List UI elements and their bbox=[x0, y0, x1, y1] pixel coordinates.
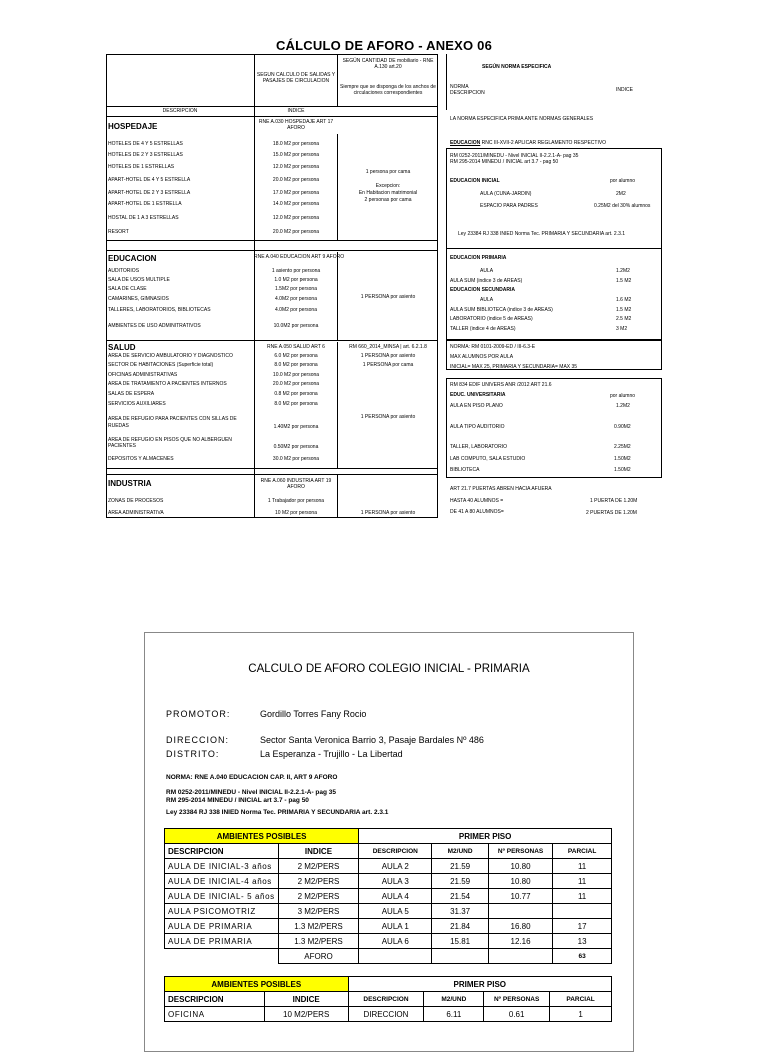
secundaria-aula: AULA bbox=[480, 297, 494, 303]
ambientes-header: AMBIENTES POSIBLES bbox=[165, 829, 359, 844]
salud-row: AREA DE SERVICIO AMBULATORIO Y DIAGNOSTICO bbox=[108, 353, 233, 359]
table-cell: 0.61 bbox=[484, 1007, 550, 1022]
educacion-right-rne: RNC III-XVII-2 APLICAR REGLAMENTO RESPECTIVO bbox=[481, 140, 607, 146]
secundaria-lab: LABORATORIO (indice 5 de AREAS) bbox=[450, 316, 533, 322]
column-header: PARCIAL bbox=[553, 844, 612, 859]
hospedaje-norma: RNE A.030 HOSPEDAJE ART 17 AFORO bbox=[258, 119, 334, 131]
table-cell: 15.81 bbox=[432, 934, 489, 949]
hospedaje-row: APART-HOTEL DE 1 ESTRELLA bbox=[108, 201, 182, 207]
table-cell bbox=[553, 904, 612, 919]
colegio-title: CALCULO DE AFORO COLEGIO INICIAL - PRIMARIA bbox=[248, 663, 530, 675]
salud-title: SALUD bbox=[108, 343, 136, 352]
educacion-row: SALA DE CLASE bbox=[108, 286, 147, 292]
salud-row-index: 10.0 M2 por persona bbox=[272, 372, 320, 378]
hospedaje-row: HOTELES DE 4 Y 5 ESTRELLAS bbox=[108, 141, 183, 147]
column-header: INDICE bbox=[264, 992, 348, 1007]
table-cell: 1 bbox=[550, 1007, 612, 1022]
hospedaje-row-index: 20.0 M2 por persona bbox=[272, 177, 320, 183]
table-cell: DIRECCION bbox=[348, 1007, 424, 1022]
primaria-aula-sum: AULA SUM (indice 3 de AREAS) bbox=[450, 278, 523, 284]
salud-row-index: 8.0 M2 por persona bbox=[274, 401, 318, 407]
educacion-aula: AULA (CUNA-JARDIN) bbox=[480, 191, 532, 197]
secundaria-taller-value: 3 M2 bbox=[616, 326, 628, 332]
hospedaje-excepcion3: 2 personas por cama bbox=[364, 197, 412, 203]
salud-row-note: 1 PERSONA por asiento bbox=[360, 353, 416, 359]
promotor-label: PROMOTOR: bbox=[166, 709, 231, 719]
table-cell: 10.80 bbox=[488, 874, 552, 889]
aforo-label: AFORO bbox=[278, 949, 359, 964]
table-cell: OFICINA bbox=[165, 1007, 265, 1022]
column-header: INDICE bbox=[278, 844, 359, 859]
table-cell: AULA 1 bbox=[359, 919, 432, 934]
header-salidas: SEGUN CALCULO DE SALIDAS Y PASAJES DE CIRCULACION bbox=[256, 72, 336, 84]
hospedaje-row-index: 12.0 M2 por persona bbox=[272, 164, 320, 170]
educacion-espacio: ESPACIO PARA PADRES bbox=[480, 203, 538, 209]
secundaria-lab-value: 2.5 M2 bbox=[616, 316, 632, 322]
secundaria-aula-sum-bib-value: 1.5 M2 bbox=[616, 307, 632, 313]
universidad-por-alumno: por alumno bbox=[610, 393, 636, 399]
industria-row-note: 1 PERSONA por asiento bbox=[360, 510, 416, 516]
universidad-row-value: 2.25M2 bbox=[614, 444, 631, 450]
table-cell: AULA PSICOMOTRIZ bbox=[165, 904, 279, 919]
table-cell: AULA DE INICIAL-4 años bbox=[165, 874, 279, 889]
table-cell: 2 M2/PERS bbox=[278, 889, 359, 904]
colegio-rm2: RM 295-2014 MINEDU / INICIAL art 3.7 - pag 50 bbox=[166, 797, 309, 804]
salud-refugio-pisos2: PACIENTES bbox=[108, 443, 136, 449]
salud-row-index: 0.8 M2 por persona bbox=[274, 391, 318, 397]
table-cell: AULA DE INICIAL- 5 años bbox=[165, 889, 279, 904]
table-cell: 2 M2/PERS bbox=[278, 874, 359, 889]
industria-row: ZONAS DE PROCESOS bbox=[108, 498, 164, 504]
header-indice: INDICE bbox=[287, 108, 305, 114]
hospedaje-row: HOTELES DE 1 ESTRELLAS bbox=[108, 164, 175, 170]
secundaria-taller: TALLER (indice 4 de AREAS) bbox=[450, 326, 516, 332]
hospedaje-row-index: 17.0 M2 por persona bbox=[272, 190, 320, 196]
piso-header: PRIMER PISO bbox=[348, 977, 611, 992]
column-header: DESCRIPCION bbox=[348, 992, 424, 1007]
colegio-ley: Ley 23384 RJ 338 INIED Norma Tec. PRIMARIA Y SECUNDARIA art. 2.3.1 bbox=[166, 809, 389, 816]
direccion-label: DIRECCION: bbox=[166, 735, 230, 745]
secundaria-aula-sum-bib: AULA SUM BIBLIOTECA (indice 3 de AREAS) bbox=[450, 307, 553, 313]
header-mobiliario-note: Siempre que se disponga de los anchos de circulaciones correspondientes bbox=[340, 84, 436, 96]
universidad-row: LAB COMPUTO, SALA ESTUDIO bbox=[450, 456, 526, 462]
hospedaje-excepcion: Excepcion: bbox=[375, 183, 401, 189]
salud-refugio-sillas2: RUEDAS bbox=[108, 423, 129, 429]
table-cell: 10.80 bbox=[488, 859, 552, 874]
universidad-art: ART 21.7 PUERTAS ABREN HACIA AFUERA bbox=[450, 486, 552, 492]
hospedaje-title: HOSPEDAJE bbox=[108, 122, 158, 131]
table-row bbox=[165, 934, 612, 949]
table-cell: AULA DE PRIMARIA bbox=[165, 919, 279, 934]
educacion-row-index: 4.0M2 por persona bbox=[275, 296, 317, 302]
header-indice-right: INDICE bbox=[616, 87, 633, 93]
column-header: DESCRIPCION bbox=[165, 844, 279, 859]
salud-refugio-pisos: AREA DE REFUGIO EN PISOS QUE NO ALBERGUEN bbox=[108, 437, 232, 443]
salud-refugio-sillas-value: 1.40M2 por persona bbox=[273, 424, 319, 430]
universidad-row-value: 1.50M2 bbox=[614, 456, 631, 462]
hospedaje-row: HOTELES DE 2 Y 3 ESTRELLAS bbox=[108, 152, 183, 158]
universidad-hasta-value: 1 PUERTA DE 1.20M bbox=[590, 498, 638, 504]
table-cell: 10.77 bbox=[488, 889, 552, 904]
universidad-row-value: 0.90M2 bbox=[614, 424, 631, 430]
column-header: DESCRIPCION bbox=[165, 992, 265, 1007]
salud-refugio-pisos-value: 0.50M2 por persona bbox=[273, 444, 319, 450]
aforo-table-1 bbox=[164, 828, 612, 964]
universidad-row: AULA EN PISO PLANO bbox=[450, 403, 503, 409]
table-cell: 21.84 bbox=[432, 919, 489, 934]
table-cell: 12.16 bbox=[488, 934, 552, 949]
salud-row: SECTOR DE HABITACIONES (Superficie total) bbox=[108, 362, 214, 368]
distrito-label: DISTRITO: bbox=[166, 749, 220, 759]
educacion-primaria: EDUCACION PRIMARIA bbox=[450, 255, 507, 261]
distrito-value: La Esperanza - Trujillo - La Libertad bbox=[260, 749, 403, 759]
column-header: Nº PERSONAS bbox=[484, 992, 550, 1007]
educacion-row-index: 1 asiento por persona bbox=[271, 268, 321, 274]
table-row bbox=[165, 904, 612, 919]
table-cell: 2 M2/PERS bbox=[278, 859, 359, 874]
table-cell: AULA 3 bbox=[359, 874, 432, 889]
hospedaje-excepcion2: En Habitacion matrimonial bbox=[358, 190, 418, 196]
educacion-row-index: 10.0M2 por persona bbox=[273, 323, 319, 329]
table-cell: AULA 6 bbox=[359, 934, 432, 949]
direccion-value: Sector Santa Veronica Barrio 3, Pasaje Bardales Nº 486 bbox=[260, 735, 484, 745]
table-cell: 6.11 bbox=[424, 1007, 484, 1022]
column-header: M2/UND bbox=[432, 844, 489, 859]
universidad-row: BIBLIOTECA bbox=[450, 467, 480, 473]
table-cell: AULA 5 bbox=[359, 904, 432, 919]
hospedaje-row: RESORT bbox=[108, 229, 129, 235]
max-alumnos-norma: NORMA: RM 0101-2009-ED / III-6.3-E bbox=[450, 344, 536, 350]
educacion-row-index: 1.0 M2 por persona bbox=[274, 277, 318, 283]
universidad-row-value: 1.2M2 bbox=[616, 403, 630, 409]
salud-row-index: 20.0 M2 por persona bbox=[272, 381, 320, 387]
educacion-norma: RNE A.040 EDUCACION ART 9 AFORO bbox=[254, 254, 345, 260]
industria-row-index: 1 Trabajador por persona bbox=[267, 498, 325, 504]
universidad-row-value: 1.50M2 bbox=[614, 467, 631, 473]
promotor-value: Gordillo Torres Fany Rocio bbox=[260, 709, 367, 719]
educacion-right-label bbox=[450, 140, 606, 146]
header-mobiliario: SEGÚN CANTIDAD DE mobiliario - RNE A.130 art.20 bbox=[342, 58, 434, 70]
educacion-ley: Ley 23384 RJ 338 INIED Norma Tec. PRIMARIA Y SECUNDARIA art. 2.3.1 bbox=[458, 231, 626, 237]
salud-norma2: RM 660_2014_MINSA | art. 6.2.1.8 bbox=[349, 344, 427, 350]
table-cell: AULA DE INICIAL-3 años bbox=[165, 859, 279, 874]
table-cell: AULA 4 bbox=[359, 889, 432, 904]
table-cell: 13 bbox=[553, 934, 612, 949]
hospedaje-row: APART-HOTEL DE 4 Y 5 ESTRELLA bbox=[108, 177, 191, 183]
educacion-row-index: 4.0M2 por persona bbox=[275, 307, 317, 313]
educacion-asiento: 1 PERSONA por asiento bbox=[360, 294, 416, 300]
secundaria-aula-value: 1.6 M2 bbox=[616, 297, 632, 303]
educacion-title: EDUCACION bbox=[108, 254, 157, 263]
educacion-row: CAMARINES, GIMNASIOS bbox=[108, 296, 169, 302]
industria-title: INDUSTRIA bbox=[108, 479, 152, 488]
educacion-aula-value: 2M2 bbox=[616, 191, 626, 197]
max-alumnos: MAX ALUMNOS POR AULA bbox=[450, 354, 514, 360]
ambientes-header: AMBIENTES POSIBLES bbox=[165, 977, 349, 992]
salud-row-index: 6.0 M2 por persona bbox=[274, 353, 318, 359]
column-header: Nº PERSONAS bbox=[488, 844, 552, 859]
column-header: PARCIAL bbox=[550, 992, 612, 1007]
educacion-rm1: RM 0252-2011/MINEDU - Nivel INICIAL II-2.2.1-A- pag 35 bbox=[450, 153, 579, 159]
educacion-secundaria: EDUCACION SECUNDARIA bbox=[450, 287, 516, 293]
colegio-rm1: RM 0252-2011/MINEDU - Nivel INICIAL II-2.2.1-A- pag 35 bbox=[166, 789, 337, 796]
universidad-rm: RM 834 EDIF UNIVERS ANR /2012 ART 21.6 bbox=[450, 382, 552, 388]
salud-depositos: DEPOSITOS Y ALMACENES bbox=[108, 456, 174, 462]
table-cell: 16.80 bbox=[488, 919, 552, 934]
table-row bbox=[165, 859, 612, 874]
colegio-norma: NORMA: RNE A.040 EDUCACION CAP. II, ART 9 AFORO bbox=[166, 774, 338, 781]
salud-row: SALAS DE ESPERA bbox=[108, 391, 155, 397]
educacion-inicial: EDUCACION INICIAL bbox=[450, 178, 500, 184]
educacion-row: AMBIENTES DE USO ADMINITRATIVOS bbox=[108, 323, 201, 329]
industria-row-index: 10 M2 por persona bbox=[275, 510, 317, 516]
hospedaje-row: HOSTAL DE 1 A 3 ESTRELLAS bbox=[108, 215, 179, 221]
hospedaje-row-index: 12.0 M2 por persona bbox=[272, 215, 320, 221]
salud-row-index: 8.0 M2 por persona bbox=[274, 362, 318, 368]
universidad-row: TALLER, LABORATORIO bbox=[450, 444, 507, 450]
industria-norma: RNE A.060 INDUSTRIA ART 19 AFORO bbox=[260, 478, 332, 490]
table-row bbox=[165, 1007, 612, 1022]
header-norma: NORMA bbox=[450, 84, 469, 90]
universidad-title: EDUC. UNIVERSITARIA bbox=[450, 392, 506, 398]
hospedaje-row-index: 18.0 M2 por persona bbox=[272, 141, 320, 147]
page-title: CÁLCULO DE AFORO - ANEXO 06 bbox=[275, 38, 493, 53]
industria-row: AREA ADMINISTRATIVA bbox=[108, 510, 164, 516]
piso-header: PRIMER PISO bbox=[359, 829, 612, 844]
table-cell: 11 bbox=[553, 859, 612, 874]
salud-row: OFICINAS ADMINISTRATIVAS bbox=[108, 372, 178, 378]
header-norma-especifica: SEGÚN NORMA ESPECIFICA bbox=[482, 64, 552, 70]
hospedaje-row-index: 15.0 M2 por persona bbox=[272, 152, 320, 158]
educacion-row-index: 1.5M2 por persona bbox=[275, 286, 317, 292]
table-cell: 1.3 M2/PERS bbox=[278, 934, 359, 949]
table-cell: 21.59 bbox=[432, 874, 489, 889]
salud-refugio-sillas: AREA DE REFUGIO PARA PACIENTES CON SILLAS DE bbox=[108, 416, 237, 422]
universidad-row: AULA TIPO AUDITORIO bbox=[450, 424, 505, 430]
table-row bbox=[165, 889, 612, 904]
table-row bbox=[165, 919, 612, 934]
educacion-row: SALA DE USOS MULTIPLE bbox=[108, 277, 170, 283]
table-cell: 10 M2/PERS bbox=[264, 1007, 348, 1022]
table-cell: AULA 2 bbox=[359, 859, 432, 874]
norma-prima-note: LA NORMA ESPECIFICA PRIMA ANTE NORMAS GENERALES bbox=[450, 116, 594, 122]
universidad-hasta: HASTA 40 ALUMNOS = bbox=[450, 498, 504, 504]
universidad-de41-value: 2 PUERTAS DE 1.20M bbox=[586, 510, 637, 516]
educacion-row: AUDITORIOS bbox=[108, 268, 140, 274]
hospedaje-row-index: 20.0 M2 por persona bbox=[272, 229, 320, 235]
primaria-aula: AULA bbox=[480, 268, 494, 274]
hospedaje-row: APART-HOTEL DE 2 Y 3 ESTRELLA bbox=[108, 190, 191, 196]
hospedaje-row-index: 14.0 M2 por persona bbox=[272, 201, 320, 207]
table-cell: 3 M2/PERS bbox=[278, 904, 359, 919]
table-cell bbox=[488, 904, 552, 919]
educacion-right-title: EDUCACION bbox=[450, 140, 481, 146]
universidad-de41: DE 41 A 80 ALUMNOS= bbox=[450, 509, 504, 515]
educacion-rm2: RM 295-2014 MINEDU / INICIAL art 3.7 - pag 50 bbox=[450, 159, 559, 165]
table-cell: 21.59 bbox=[432, 859, 489, 874]
header-descripcion: DESCRIPCION bbox=[162, 108, 198, 114]
educacion-row: TALLERES, LABORATORIOS, BIBLIOTECAS bbox=[108, 307, 211, 313]
table-cell: AULA DE PRIMARIA bbox=[165, 934, 279, 949]
educacion-espacio-value: 0.25M2 del 30% alumnos bbox=[594, 203, 651, 209]
hospedaje-cama: 1 persona por cama bbox=[365, 169, 411, 175]
salud-row: AREA DE TRATAMIENTO A PACIENTES INTERNOS bbox=[108, 381, 227, 387]
salud-depositos-value: 30.0 M2 por persona bbox=[272, 456, 320, 462]
primaria-aula-sum-value: 1.5 M2 bbox=[616, 278, 632, 284]
max-alumnos-detail: INICIAL= MAX 25, PRIMARIA Y SECUNDARIA= MAX 35 bbox=[450, 364, 578, 370]
salud-row: SERVICIOS AUXILIARES bbox=[108, 401, 166, 407]
column-header: M2/UND bbox=[424, 992, 484, 1007]
aforo-total: 63 bbox=[553, 949, 612, 964]
table-row bbox=[165, 874, 612, 889]
salud-row-note: 1 PERSONA por cama bbox=[362, 362, 414, 368]
primaria-aula-value: 1.2M2 bbox=[616, 268, 630, 274]
column-header: DESCRIPCION bbox=[359, 844, 432, 859]
table-cell: 17 bbox=[553, 919, 612, 934]
table-cell: 11 bbox=[553, 889, 612, 904]
educacion-por-alumno: por alumno bbox=[610, 178, 636, 184]
salud-refugio-asiento: 1 PERSONA por asiento bbox=[360, 414, 416, 420]
table-cell: 11 bbox=[553, 874, 612, 889]
table-cell: 21.54 bbox=[432, 889, 489, 904]
aforo-table-2 bbox=[164, 976, 612, 1022]
table-cell: 31.37 bbox=[432, 904, 489, 919]
table-cell: 1.3 M2/PERS bbox=[278, 919, 359, 934]
salud-norma: RNE A.050 SALUD ART 6 bbox=[267, 344, 325, 350]
header-descripcion-right: DESCRIPCION bbox=[450, 90, 485, 96]
